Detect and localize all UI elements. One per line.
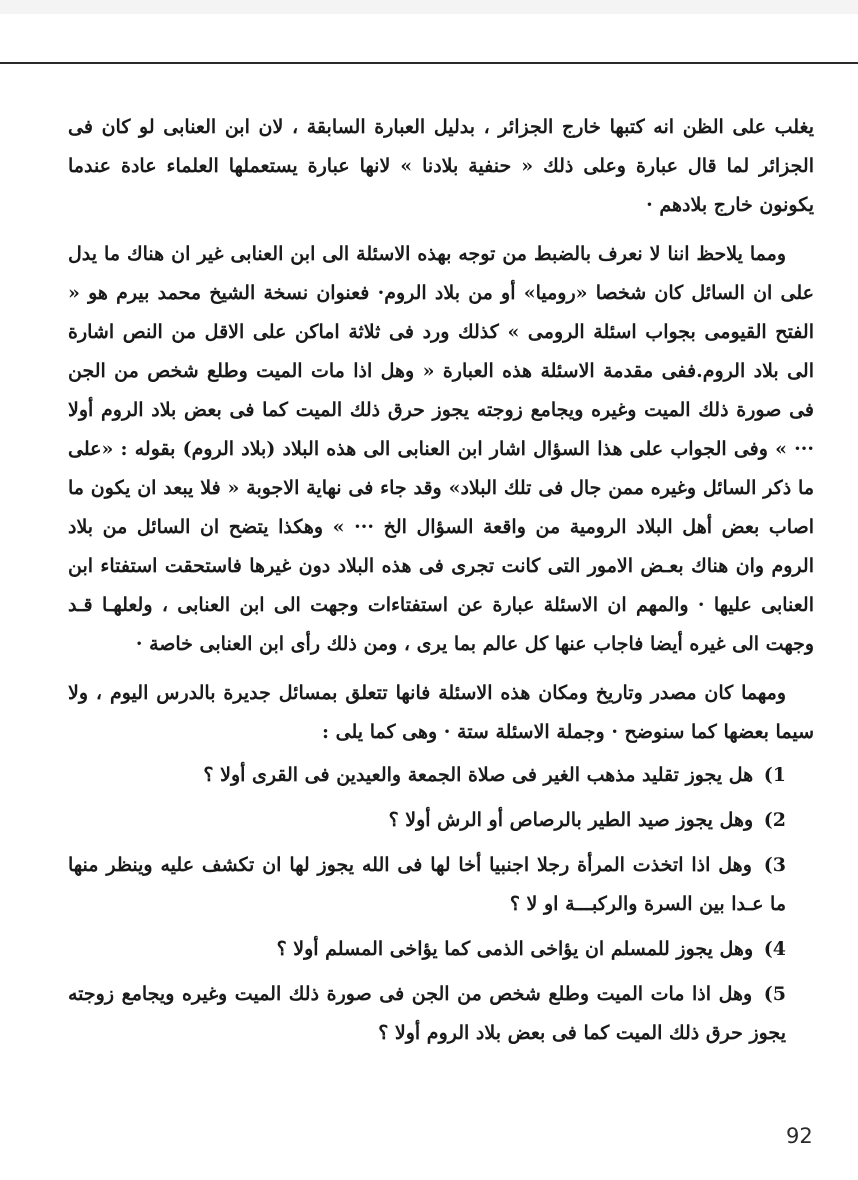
- question-text: وهل اذا اتخذت المرأة رجلا اجنبيا أخا لها فى الله يجوز لها ان تكشف عليه وينظر منها ما عـدا بين السرة والركبـــة او لا ؟: [68, 854, 786, 915]
- question-number: 2): [763, 809, 786, 831]
- body-text: [68, 108, 814, 1059]
- question-text: وهل يجوز للمسلم ان يؤاخى الذمى كما يؤاخى المسلم أولا ؟: [276, 938, 754, 960]
- page-number: 92: [786, 1124, 813, 1148]
- question-number: 1): [763, 764, 786, 786]
- paragraph-1: يغلب على الظن انه كتبها خارج الجزائر ، بدليل العبارة السابقة ، لان ابن العنابى لو كان فى الجزائر لما قال عبارة وعلى ذلك « حنفية بلادنا » لانها عبارة يستعملها العلماء عادة عندما يكونون خارج بلادهم ·: [68, 116, 814, 216]
- question-list: [68, 756, 814, 1053]
- question-item-3: [68, 846, 814, 924]
- question-item-2: [68, 801, 814, 840]
- header-rule: [0, 62, 858, 64]
- question-number: 4): [763, 938, 786, 960]
- question-item-1: [68, 756, 814, 795]
- question-text: هل يجوز تقليد مذهب الغير فى صلاة الجمعة والعيدين فى القرى أولا ؟: [203, 764, 754, 786]
- question-text: وهل يجوز صيد الطير بالرصاص أو الرش أولا ؟: [388, 809, 754, 831]
- page-top-edge: [0, 0, 858, 14]
- question-text: وهل اذا مات الميت وطلع شخص من الجن فى صورة ذلك الميت وغيره ويجامع زوجته يجوز حرق ذلك الميت كما فى بعض بلاد الروم أولا ؟: [68, 983, 786, 1044]
- question-number: 3): [763, 854, 786, 876]
- question-item-4: [68, 930, 814, 969]
- question-item-5: [68, 975, 814, 1053]
- question-number: 5): [763, 983, 786, 1005]
- paragraph-3: ومهما كان مصدر وتاريخ ومكان هذه الاسئلة فانها تتعلق بمسائل جديرة بالدرس اليوم ، ولا سيما بعضها كما سنوضح · وجملة الاسئلة ستة · وهى كما يلى :: [68, 682, 814, 743]
- paragraph-2: ومما يلاحظ اننا لا نعرف بالضبط من توجه بهذه الاسئلة الى ابن العنابى غير ان هناك ما يدل على ان السائل كان شخصا «روميا» أو من بلاد الروم· فعنوان نسخة الشيخ محمد بيرم هو « الفتح القيومى بجواب اسئلة الرومى » كذلك ورد فى ثلاثة اماكن على الاقل من النص اشارة الى بلاد الروم.ففى مقدمة الاسئلة هذه العبارة « وهل اذا مات الميت وطلع شخص من الجن فى صورة ذلك الميت وغيره ويجامع زوجته يجوز حرق ذلك الميت كما فى بعض بلاد الروم أولا ··· » وفى الجواب على هذا السؤال اشار ابن العنابى الى هذه البلاد (بلاد الروم) بقوله : «على ما ذكر السائل وغيره ممن جال فى تلك البلاد» وقد جاء فى نهاية الاجوبة « فلا يبعد ان يكون ما اصاب بعض أهل البلاد الرومية من واقعة السؤال الخ ··· » وهكذا يتضح ان السائل من بلاد الروم وان هناك بعـض الامور التى كانت تجرى فى هذه البلاد دون غيرها فاستحقت استفتاء ابن العنابى عليها · والمهم ان الاسئلة عبارة عن استفتاءات وجهت الى ابن العنابى ، ولعلهـا قـد وجهت الى غيره أيضا فاجاب عنها كل عالم بما يرى ، ومن ذلك رأى ابن العنابى خاصة ·: [68, 243, 814, 655]
